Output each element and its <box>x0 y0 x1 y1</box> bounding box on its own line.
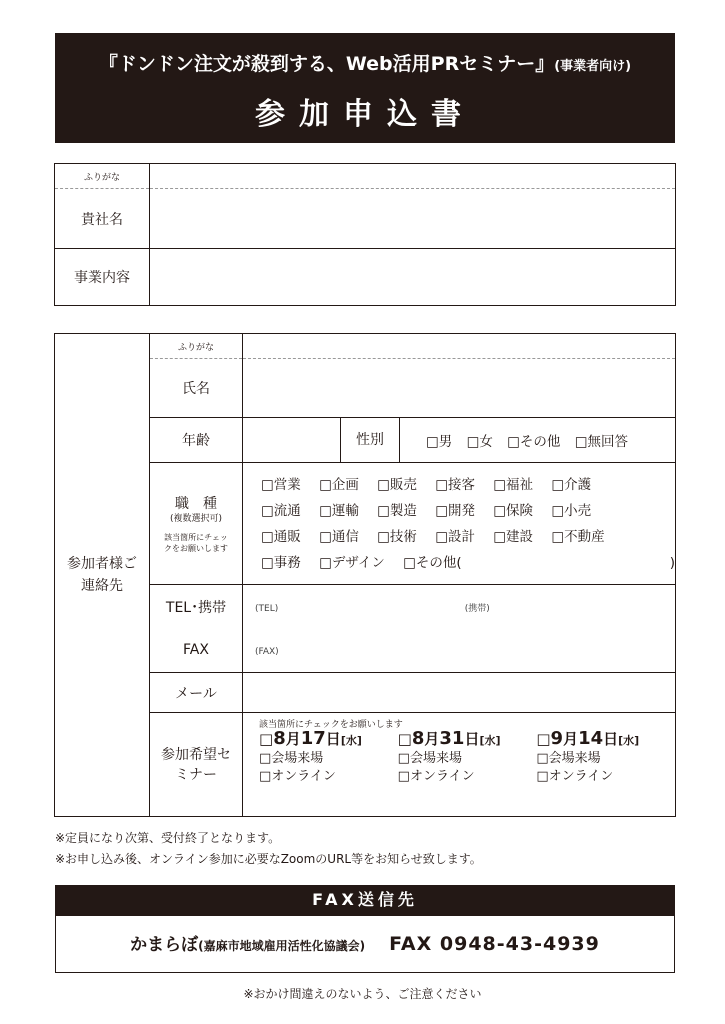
tel-input[interactable] <box>243 585 676 629</box>
job-distribution-checkbox[interactable]: □流通 <box>261 502 301 519</box>
seminar-label: 参加希望セミナー <box>161 746 231 783</box>
company-table <box>54 163 676 306</box>
job-transport-checkbox[interactable]: □運輸 <box>319 502 359 519</box>
mail-input[interactable] <box>243 673 676 713</box>
seminar-0817-venue-checkbox[interactable]: □会場来場 <box>259 751 324 766</box>
fax-org-name: かまらぼ <box>130 935 199 955</box>
job-row-2 <box>261 498 675 524</box>
job-multi-note: (複数選択可) <box>169 514 223 524</box>
job-design-checkbox[interactable]: □デザイン <box>319 554 385 571</box>
job-welfare-checkbox[interactable]: □福祉 <box>493 476 534 493</box>
job-planning-checkbox[interactable]: □企画 <box>319 476 359 493</box>
job-other-close-paren: ) <box>669 554 675 571</box>
note-capacity: ※定員になり次第、受付終了となります。 <box>55 831 281 845</box>
participant-furigana-input[interactable] <box>243 334 676 359</box>
fax-org-sub: (嘉麻市地域雇用活性化協議会) <box>198 939 366 953</box>
participant-section-text: 参加者様ご連絡先 <box>67 556 137 594</box>
company-name-label: 貴社名 <box>55 189 150 249</box>
job-options <box>243 463 676 585</box>
fax-org <box>130 935 365 955</box>
seminar-0914-online-checkbox[interactable]: □オンライン <box>536 769 614 784</box>
job-retail-sales-checkbox[interactable]: □販売 <box>377 476 417 493</box>
age-label: 年齢 <box>150 418 243 463</box>
mail-label: メール <box>150 673 243 713</box>
job-row-3 <box>261 524 675 550</box>
fax-heading: FAX送信先 <box>55 885 675 915</box>
notes <box>55 828 482 870</box>
job-check-note: 該当箇所にチェックをお願いします <box>164 533 228 553</box>
seminar-note: 該当箇所にチェックをお願いします <box>259 720 403 730</box>
job-office-checkbox[interactable]: □事務 <box>261 554 301 571</box>
mobile-hint: (携帯) <box>464 603 490 614</box>
seminar-label-cell <box>150 713 243 817</box>
form-subtitle: 参加申込書 <box>255 97 475 132</box>
job-telecom-checkbox[interactable]: □通信 <box>319 528 359 545</box>
participant-section-label <box>55 334 150 817</box>
job-other-checkbox[interactable]: □その他( <box>403 554 462 571</box>
job-mail-order-checkbox[interactable]: □通販 <box>261 528 301 545</box>
gender-options <box>400 430 638 450</box>
tel-label: TEL･携帯 <box>150 585 243 629</box>
gender-other-checkbox[interactable]: □その他 <box>507 434 561 450</box>
gender-male-checkbox[interactable]: □男 <box>426 434 453 450</box>
job-retail-checkbox[interactable]: □小売 <box>551 502 592 519</box>
job-development-checkbox[interactable]: □開発 <box>435 502 475 519</box>
seminar-0831-venue-checkbox[interactable]: □会場来場 <box>397 751 462 766</box>
gender-label: 性別 <box>341 418 400 462</box>
fax-number: FAX 0948-43-4939 <box>389 933 600 955</box>
form-header <box>55 33 675 143</box>
job-sales-checkbox[interactable]: □営業 <box>261 476 301 493</box>
participant-furigana-label: ふりがな <box>150 334 243 359</box>
participant-name-label: 氏名 <box>150 359 243 418</box>
seminar-title-suffix: (事業者向け) <box>554 59 632 74</box>
company-furigana-input[interactable] <box>150 164 676 189</box>
age-input[interactable] <box>243 418 341 462</box>
company-furigana-label: ふりがな <box>55 164 150 189</box>
job-insurance-checkbox[interactable]: □保険 <box>493 502 534 519</box>
job-label-cell <box>150 463 243 585</box>
seminar-0817-online-checkbox[interactable]: □オンライン <box>259 769 336 784</box>
job-row-1 <box>261 472 675 498</box>
seminar-0831 <box>398 730 537 786</box>
fax-input[interactable] <box>243 629 676 673</box>
gender-female-checkbox[interactable]: □女 <box>466 434 493 450</box>
seminar-0831-date-checkbox[interactable]: □8月31日[水] <box>397 728 501 749</box>
tel-hint: (TEL) <box>255 603 279 614</box>
job-real-estate-checkbox[interactable]: □不動産 <box>551 528 605 545</box>
seminar-0831-online-checkbox[interactable]: □オンライン <box>397 769 475 784</box>
job-care-checkbox[interactable]: □介護 <box>551 476 592 493</box>
note-zoom: ※お申し込み後、オンライン参加に必要なZoomのURL等をお知らせ致します。 <box>55 852 482 866</box>
fax-hint: (FAX) <box>255 647 279 658</box>
gender-no-answer-checkbox[interactable]: □無回答 <box>574 434 628 450</box>
business-input[interactable] <box>150 249 676 306</box>
job-technical-checkbox[interactable]: □技術 <box>377 528 417 545</box>
company-name-input[interactable] <box>150 189 676 249</box>
participant-table <box>54 333 676 817</box>
job-service-checkbox[interactable]: □接客 <box>435 476 475 493</box>
participant-name-input[interactable] <box>243 359 676 418</box>
job-design-eng-checkbox[interactable]: □設計 <box>435 528 475 545</box>
job-manufacturing-checkbox[interactable]: □製造 <box>377 502 417 519</box>
job-construction-checkbox[interactable]: □建設 <box>493 528 534 545</box>
fax-destination <box>55 915 675 973</box>
fax-label: FAX <box>150 629 243 673</box>
job-row-4 <box>261 550 675 576</box>
seminar-0817-date-checkbox[interactable]: □8月17日[水] <box>259 728 362 749</box>
seminar-0817 <box>259 730 398 786</box>
seminar-title-main: 『ドンドン注文が殺到する、Web活用PRセミナー』 <box>98 53 555 75</box>
seminar-options <box>243 713 676 817</box>
seminar-0914 <box>536 730 675 786</box>
seminar-0914-venue-checkbox[interactable]: □会場来場 <box>536 751 601 766</box>
age-gender-row <box>243 418 676 463</box>
business-label: 事業内容 <box>55 249 150 306</box>
seminar-0914-date-checkbox[interactable]: □9月14日[水] <box>536 728 640 749</box>
job-label: 職 種 <box>175 496 217 512</box>
footer-note: ※おかけ間違えのないよう、ご注意ください <box>243 987 482 1001</box>
seminar-title <box>55 49 675 76</box>
